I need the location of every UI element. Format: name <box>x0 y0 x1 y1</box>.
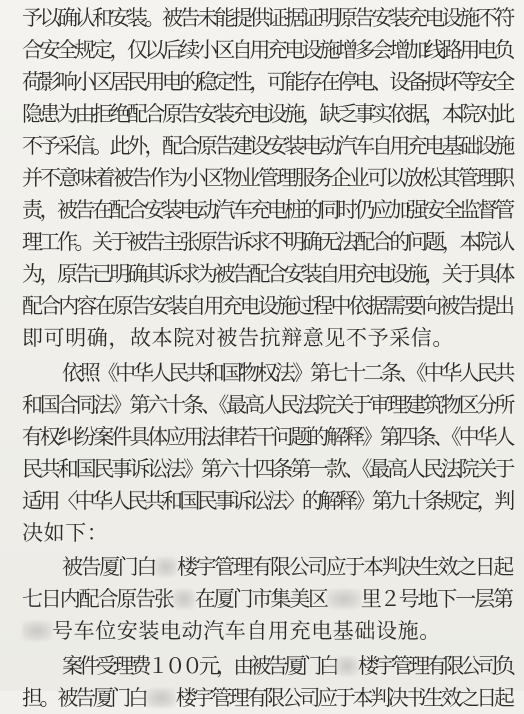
redaction-mark <box>146 688 176 708</box>
text-segment: 担。被告厦门白 <box>22 686 146 710</box>
text-line <box>22 290 512 322</box>
text-line <box>22 194 512 226</box>
text-segment: 理工作。关于被告主张原告诉求不明确无法配合的问题，本院认 <box>22 230 512 254</box>
redaction-mark <box>173 589 195 609</box>
text-segment: 隐患为由拒绝配合原告安装充电设施，缺乏事实依据，本院对此 <box>22 102 512 126</box>
text-line <box>22 389 512 421</box>
text-segment: 在厦门市集美区 <box>194 587 327 611</box>
redaction-mark <box>336 656 358 676</box>
text-segment: 里２号地下一层第 <box>360 587 512 611</box>
text-line <box>62 551 512 583</box>
text-segment: 决如下： <box>22 521 109 545</box>
text-segment: 楼宇管理有限公司负 <box>357 654 513 678</box>
redaction-mark <box>327 589 361 609</box>
text-segment: 楼宇管理有限公司应于本判决书生效之日起 <box>175 686 512 710</box>
text-line <box>62 650 512 682</box>
text-segment: 不予采信。此外，配合原告建设安装电动汽车自用充电基础设施 <box>22 134 512 158</box>
text-line <box>22 485 512 517</box>
text-segment: 合安全规定，仅以后续小区自用充电设施增多会增加线路用电负 <box>22 38 512 62</box>
text-line <box>22 517 108 549</box>
text-line <box>62 357 512 389</box>
text-segment: 民共和国民事诉讼法》第六十四条第一款、《最高人民法院关于 <box>22 457 513 481</box>
text-line <box>22 226 512 258</box>
text-line <box>22 66 512 98</box>
text-line <box>22 583 512 615</box>
redaction-mark <box>22 621 52 641</box>
text-segment: 依照《中华人民共和国物权法》第七十二条、《中华人民共 <box>62 361 513 385</box>
text-segment: 案件受理费１００元，由被告厦门白 <box>62 654 336 678</box>
text-line <box>22 615 441 647</box>
text-segment: 号车位安装电动汽车自用充电基础设施。 <box>52 619 441 643</box>
text-line <box>22 421 512 453</box>
redaction-mark <box>155 557 177 577</box>
text-line <box>22 130 512 162</box>
text-segment: 荷影响小区居民用电的稳定性，可能存在停电、设备损坏等安全 <box>22 70 512 94</box>
text-segment: 即可明确，故本院对被告抗辩意见不予采信。 <box>22 326 454 350</box>
text-segment: 责，被告在配合安装电动汽车充电桩的同时仍应加强安全监督管 <box>22 198 512 222</box>
text-segment: 有权纠纷案件具体应用法律若干问题的解释》第四条、《中华人 <box>22 425 513 449</box>
text-line <box>22 258 512 290</box>
text-line <box>22 682 512 714</box>
text-segment: 楼宇管理有限公司应于本判决生效之日起 <box>177 555 512 579</box>
text-line <box>22 453 512 485</box>
text-line <box>22 162 512 194</box>
text-segment: 和国合同法》第六十条、《最高人民法院关于审理建筑物区分所 <box>22 393 513 417</box>
text-segment: 予以确认和安装。被告未能提供证据证明原告安装充电设施不符 <box>22 6 512 30</box>
text-segment: 并不意味着被告作为小区物业管理服务企业可以放松其管理职 <box>22 166 513 190</box>
text-segment: 适用〈中华人民共和国民事诉讼法〉的解释》第九十条规定，判 <box>22 489 512 513</box>
text-segment: 七日内配合原告张 <box>22 587 173 611</box>
text-segment: 被告厦门白 <box>62 555 155 579</box>
text-line <box>22 34 512 66</box>
text-line <box>22 322 454 354</box>
text-line <box>22 98 512 130</box>
text-segment: 为，原告已明确其诉求为被告配合安装自用充电设施，关于具体 <box>22 262 512 286</box>
text-segment: 配合内容在原告安装自用充电设施过程中依据需要向被告提出 <box>22 294 513 318</box>
text-line <box>22 2 512 34</box>
